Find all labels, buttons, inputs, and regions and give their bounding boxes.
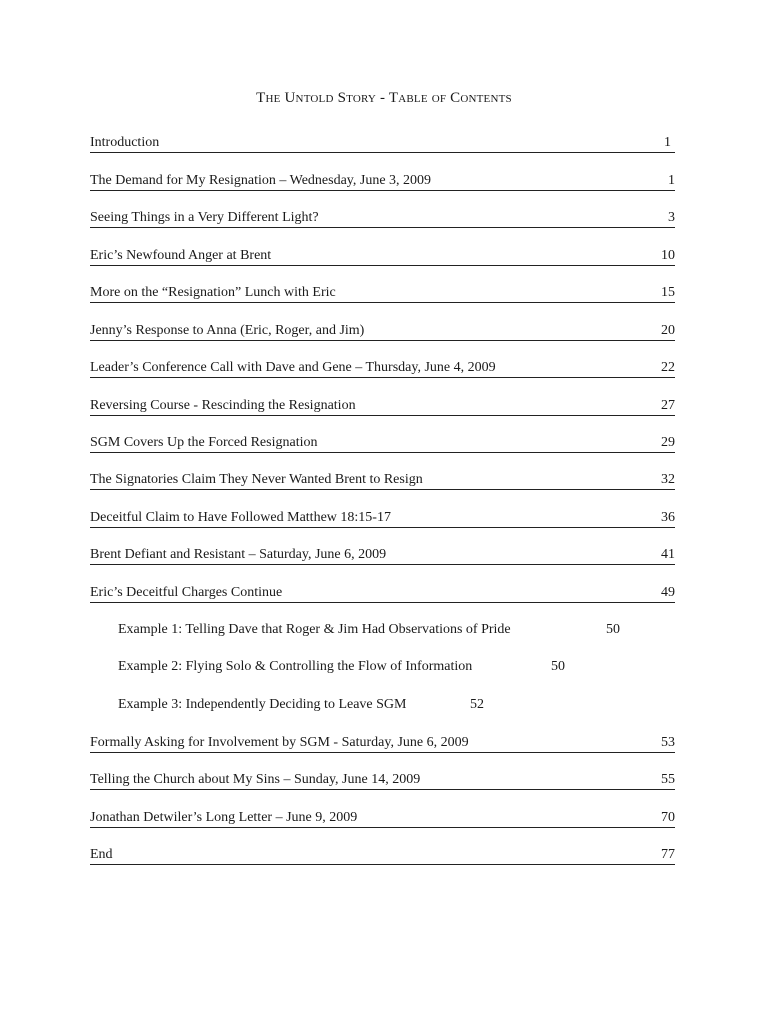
- toc-entry-introduction[interactable]: [90, 132, 675, 153]
- toc-subentry-example-2[interactable]: [118, 657, 565, 677]
- toc-entry-label: End: [90, 847, 113, 862]
- toc-subentry-page: 50: [551, 659, 565, 674]
- toc-entry-label: Introduction: [90, 135, 160, 150]
- toc-subentry-label: Example 3: Independently Deciding to Leave SGM: [118, 697, 407, 712]
- toc-entry-page: 49: [661, 585, 675, 600]
- toc-entry-label: The Signatories Claim They Never Wanted Brent to Resign: [90, 472, 423, 487]
- toc-entry-end[interactable]: [90, 844, 675, 865]
- toc-entry-label: Leader’s Conference Call with Dave and Gene – Thursday, June 4, 2009: [90, 360, 496, 375]
- toc-entry-page: 15: [661, 285, 675, 300]
- toc-subentry-label: Example 1: Telling Dave that Roger & Jim Had Observations of Pride: [118, 622, 511, 637]
- toc-entry-label: The Demand for My Resignation – Wednesday, June 3, 2009: [90, 173, 432, 188]
- toc-entry-label: Jonathan Detwiler’s Long Letter – June 9, 2009: [90, 810, 358, 825]
- toc-entry-deceitful-claim[interactable]: [90, 507, 675, 528]
- toc-entry-reversing-course[interactable]: [90, 395, 675, 416]
- toc-entry-page: 77: [661, 847, 675, 862]
- toc-entry-brent-defiant[interactable]: [90, 544, 675, 565]
- page-title: [0, 90, 768, 107]
- toc-entry-page: 3: [668, 210, 675, 225]
- toc-entry-formally-asking[interactable]: [90, 732, 675, 753]
- toc-subentry-page: 50: [606, 622, 620, 637]
- toc-entry-resignation-lunch[interactable]: [90, 282, 675, 303]
- toc-entry-label: More on the “Resignation” Lunch with Eric: [90, 285, 336, 300]
- toc-entry-deceitful-charges[interactable]: [90, 582, 675, 603]
- toc-entry-demand-resignation[interactable]: [90, 170, 675, 191]
- toc-entry-page: 53: [661, 735, 675, 750]
- toc-entry-label: Eric’s Deceitful Charges Continue: [90, 585, 283, 600]
- toc-subentry-example-1[interactable]: [118, 620, 620, 640]
- toc-entry-sgm-covers-up[interactable]: [90, 432, 675, 453]
- toc-entry-newfound-anger[interactable]: [90, 245, 675, 266]
- toc-entry-conference-call[interactable]: [90, 357, 675, 378]
- toc-subentry-page: 52: [470, 697, 484, 712]
- toc-entry-signatories-claim[interactable]: [90, 469, 675, 490]
- toc-entry-telling-church[interactable]: [90, 769, 675, 790]
- toc-entry-page: 32: [661, 472, 675, 487]
- toc-entry-detwiler-letter[interactable]: [90, 807, 675, 828]
- toc-entry-jenny-response[interactable]: [90, 320, 675, 341]
- toc-entry-label: Telling the Church about My Sins – Sunday, June 14, 2009: [90, 772, 421, 787]
- toc-entry-page: 1: [668, 173, 675, 188]
- toc-entry-label: Reversing Course - Rescinding the Resignation: [90, 398, 356, 413]
- toc-entry-different-light[interactable]: [90, 207, 675, 228]
- toc-entry-label: Seeing Things in a Very Different Light?: [90, 210, 319, 225]
- toc-entry-label: Jenny’s Response to Anna (Eric, Roger, and Jim): [90, 323, 365, 338]
- toc-entry-page: 41: [661, 547, 675, 562]
- toc-entry-page: 10: [661, 248, 675, 263]
- toc-entry-label: Deceitful Claim to Have Followed Matthew 18:15-17: [90, 510, 391, 525]
- toc-entry-label: Eric’s Newfound Anger at Brent: [90, 248, 272, 263]
- toc-subentry-example-3[interactable]: [118, 695, 484, 715]
- toc-entry-label: Brent Defiant and Resistant – Saturday, June 6, 2009: [90, 547, 387, 562]
- toc-entry-page: 20: [661, 323, 675, 338]
- toc-entry-label: SGM Covers Up the Forced Resignation: [90, 435, 318, 450]
- toc-entry-page: 55: [661, 772, 675, 787]
- toc-entry-page: 70: [661, 810, 675, 825]
- title-text: The Untold Story - Table of Contents: [256, 90, 512, 106]
- toc-entry-label: Formally Asking for Involvement by SGM - Saturday, June 6, 2009: [90, 735, 469, 750]
- toc-entry-page: 27: [661, 398, 675, 413]
- toc-entry-page: 1: [664, 135, 671, 150]
- toc-entry-page: 29: [661, 435, 675, 450]
- toc-subentry-label: Example 2: Flying Solo & Controlling the Flow of Information: [118, 659, 473, 674]
- toc-entry-page: 36: [661, 510, 675, 525]
- toc-entry-page: 22: [661, 360, 675, 375]
